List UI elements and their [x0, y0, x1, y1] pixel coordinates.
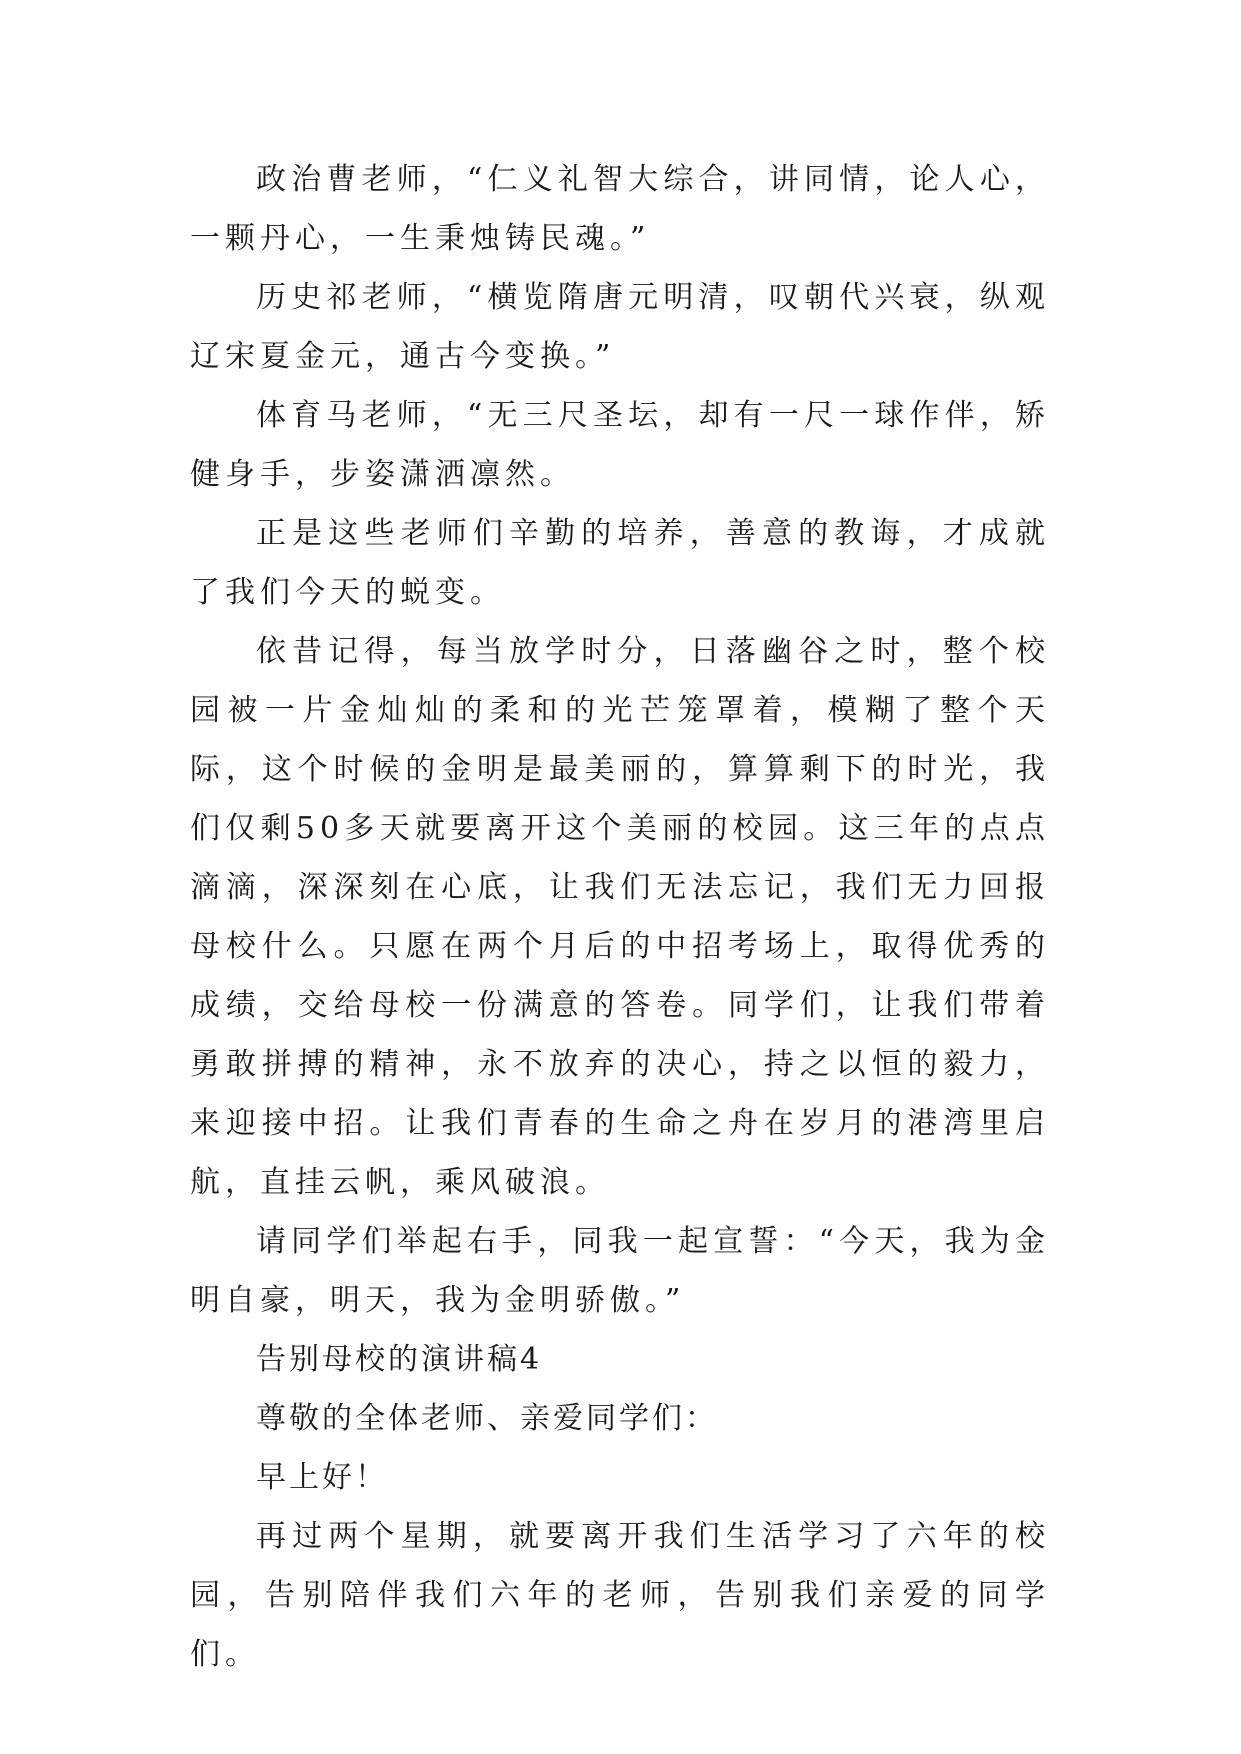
paragraph-politics-teacher: 政治曹老师，“仁义礼智大综合，讲同情，论人心，一颗丹心，一生秉烛铸民魂。”	[190, 162, 1050, 256]
paragraph-farewell: 再过两个星期，就要离开我们生活学习了六年的校园，告别陪伴我们六年的老师，告别我们亲爱的同学们。	[190, 1519, 1050, 1672]
document-body	[190, 150, 1050, 1684]
paragraph-pe-teacher: 体育马老师，“无三尺圣坛，却有一尺一球作伴，矫健身手，步姿潇洒凛然。	[190, 398, 1050, 492]
greeting: 早上好！	[256, 1460, 388, 1495]
paragraph-teachers-gratitude: 正是这些老师们辛勤的培养，善意的教诲，才成就了我们今天的蜕变。	[190, 516, 1050, 610]
paragraph-history-teacher: 历史祁老师，“横览隋唐元明清，叹朝代兴衰，纵观辽宋夏金元，通古今变换。”	[190, 280, 1050, 374]
salutation: 尊敬的全体老师、亲爱同学们：	[256, 1401, 718, 1436]
paragraph-campus-memories: 依昔记得，每当放学时分，日落幽谷之时，整个校园被一片金灿灿的柔和的光芒笼罩着，模糊了整个天际，这个时候的金明是最美丽的，算算剩下的时光，我们仅剩50多天就要离开这个美丽的校园。这三年的点点滴滴，深深刻在心底，让我们无法忘记，我们无力回报母校什么。只愿在两个月后的中招考场上，取得优秀的成绩，交给母校一份满意的答卷。同学们，让我们带着勇敢拼搏的精神，永不放弃的决心，持之以恒的毅力，来迎接中招。让我们青春的生命之舟在岁月的港湾里启航，直挂云帆，乘风破浪。	[190, 634, 1050, 1200]
section-title: 告别母校的演讲稿4	[256, 1342, 543, 1377]
paragraph-oath: 请同学们举起右手，同我一起宣誓：“今天，我为金明自豪，明天，我为金明骄傲。”	[190, 1224, 1050, 1318]
